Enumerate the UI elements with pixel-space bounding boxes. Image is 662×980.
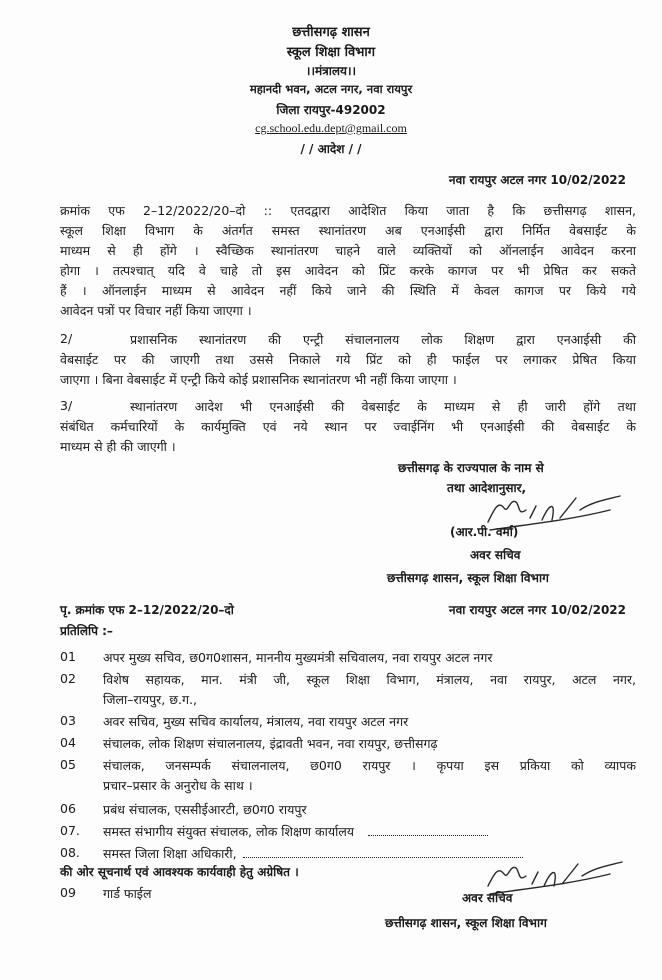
para3-number: 3/ xyxy=(60,398,73,413)
para3-line: स्थानांतरण आदेश भी एनआईसी की वेबसाईट के माध्यम से ही जारी होंगे तथा xyxy=(130,399,636,414)
para2-line: प्रशासनिक स्थानांतरण की एन्ट्री संचालनालय लोक शिक्षण द्वारा एनआईसी की xyxy=(130,332,636,347)
by-order-line: तथा आदेशानुसार, xyxy=(447,481,527,495)
para1-line: क्रमांक एफ 2–12/2022/20–दो :: एतदद्वारा आदेशित किया जाता है कि छत्तीसगढ़ शासन, xyxy=(60,203,636,218)
list-item: प्रचार–प्रसार के अनुरोध के साथ । xyxy=(103,778,253,793)
list-item: विशेष सहायक, मान. मंत्री जी, स्कूल शिक्षा विभाग, मंत्रालय, नवा रायपुर, अटल नगर, xyxy=(103,672,636,687)
list-item: प्रबंध संचालक, एससीईआरटी, छ0ग0 रायपुर xyxy=(103,802,307,817)
para2-line: जाएगा । बिना वेबसाईट में एन्ट्री किये कोई प्रशासनिक स्थानांतरण भी नहीं किया जाएगा । xyxy=(60,372,457,387)
list-item: जिला–रायपुर, छ.ग., xyxy=(103,692,197,707)
list-item xyxy=(103,845,523,862)
district-line: जिला रायपुर-492002 xyxy=(276,103,386,117)
para3-line: माध्यम से ही की जाएगी । xyxy=(60,439,176,454)
forward-note: की ओर सूचनार्थ एवं आवश्यक कार्यवाही हेतु अग्रेषित । xyxy=(60,865,299,879)
list-item xyxy=(103,823,488,840)
order-title: / / आदेश / / xyxy=(300,142,362,156)
list-item-text: समस्त संभागीय संयुक्त संचालक, लोक शिक्षण कार्यालय xyxy=(103,824,355,839)
item-number: 01 xyxy=(60,649,76,664)
dotted-leader xyxy=(368,835,488,836)
signatory-name: (आर.पी. वर्मा) xyxy=(450,525,519,539)
signatory-designation: अवर सचिव xyxy=(470,548,521,562)
item-number: 08. xyxy=(60,845,80,860)
signatory-designation-2: अवर सचिव xyxy=(462,891,513,905)
item-number: 07. xyxy=(60,823,80,838)
office-heading: ।।मंत्रालय।। xyxy=(305,64,357,78)
governor-name-line: छत्तीसगढ़ के राज्यपाल के नाम से xyxy=(398,461,544,475)
para1-line: हैं । ऑनलाईन माध्यम से आवेदन नहीं किये जाने की स्थिति में केवल कागज पर किये गये xyxy=(60,283,636,298)
item-number: 03 xyxy=(60,713,76,728)
list-item: संचालक, जनसम्पर्क संचालनालय, छ0ग0 रायपुर । कृपया इस प्रकिया को व्यापक xyxy=(103,758,636,773)
endorsement-ref: पृ. क्रमांक एफ 2–12/2022/20–दो xyxy=(60,603,234,617)
item-number: 09 xyxy=(60,885,76,900)
dept-heading: स्कूल शिक्षा विभाग xyxy=(286,45,376,60)
para1-line: माध्यम से ही होंगे । स्वैच्छिक स्थानांतरण चाहने वाले व्यक्तियों को ऑनलाईन आवेदन करना xyxy=(60,243,636,258)
signatory-dept: छत्तीसगढ़ शासन, स्कूल शिक्षा विभाग xyxy=(387,571,549,585)
item-number: 05 xyxy=(60,757,76,772)
endorsement-place-date: नवा रायपुर अटल नगर 10/02/2022 xyxy=(448,603,626,617)
para2-number: 2/ xyxy=(60,331,73,346)
para3-line: संबंधित कर्मचारियों के कार्यमुक्ति एवं नये स्थान पर ज्वाईनिंग भी एनआईसी की वेबसाईट के xyxy=(60,419,636,434)
item-number: 06 xyxy=(60,801,76,816)
para1-line: आवेदन पत्रों पर विचार नहीं किया जाएगा । xyxy=(60,303,252,318)
list-item: अवर सचिव, मुख्य सचिव कार्यालय, मंत्रालय, नवा रायपुर अटल नगर xyxy=(103,714,409,729)
list-item: अपर मुख्य सचिव, छ0ग0शासन, माननीय मुख्यमंत्री सचिवालय, नवा रायपुर अटल नगर xyxy=(103,650,493,665)
item-number: 02 xyxy=(60,671,76,686)
signatory-dept-2: छत्तीसगढ़ शासन, स्कूल शिक्षा विभाग xyxy=(385,916,547,930)
para2-line: वेबसाईट पर की जाएगी तथा उससे निकाले गये प्रिंट को ही फाईल पर लगाकर प्रेषित किया xyxy=(60,352,636,367)
list-item-text: समस्त जिला शिक्षा अधिकारी, xyxy=(103,846,237,861)
item-number: 04 xyxy=(60,735,76,750)
order-place-date: नवा रायपुर अटल नगर 10/02/2022 xyxy=(448,173,626,187)
gov-heading: छत्तीसगढ़ शासन xyxy=(292,25,370,40)
email-line: cg.school.edu.dept@gmail.com xyxy=(255,121,407,135)
copy-label: प्रतिलिपि :– xyxy=(60,624,113,638)
list-item: संचालक, लोक शिक्षण संचालनालय, इंद्रावती भवन, नवा रायपुर, छत्तीसगढ़ xyxy=(103,736,438,751)
para1-line: स्कूल शिक्षा विभाग के अंतर्गत समस्त स्थानांतरण अब एनआईसी द्वारा निर्मित वेबसाईट के xyxy=(60,223,636,238)
address-line: महानदी भवन, अटल नगर, नवा रायपुर xyxy=(249,82,413,96)
list-item: गार्ड फाईल xyxy=(103,886,152,901)
para1-line: होगा । तत्पश्चात् यदि वे चाहे तो इस आवेदन को प्रिंट करके कागज पर भी प्रेषित कर सकते xyxy=(60,263,636,278)
